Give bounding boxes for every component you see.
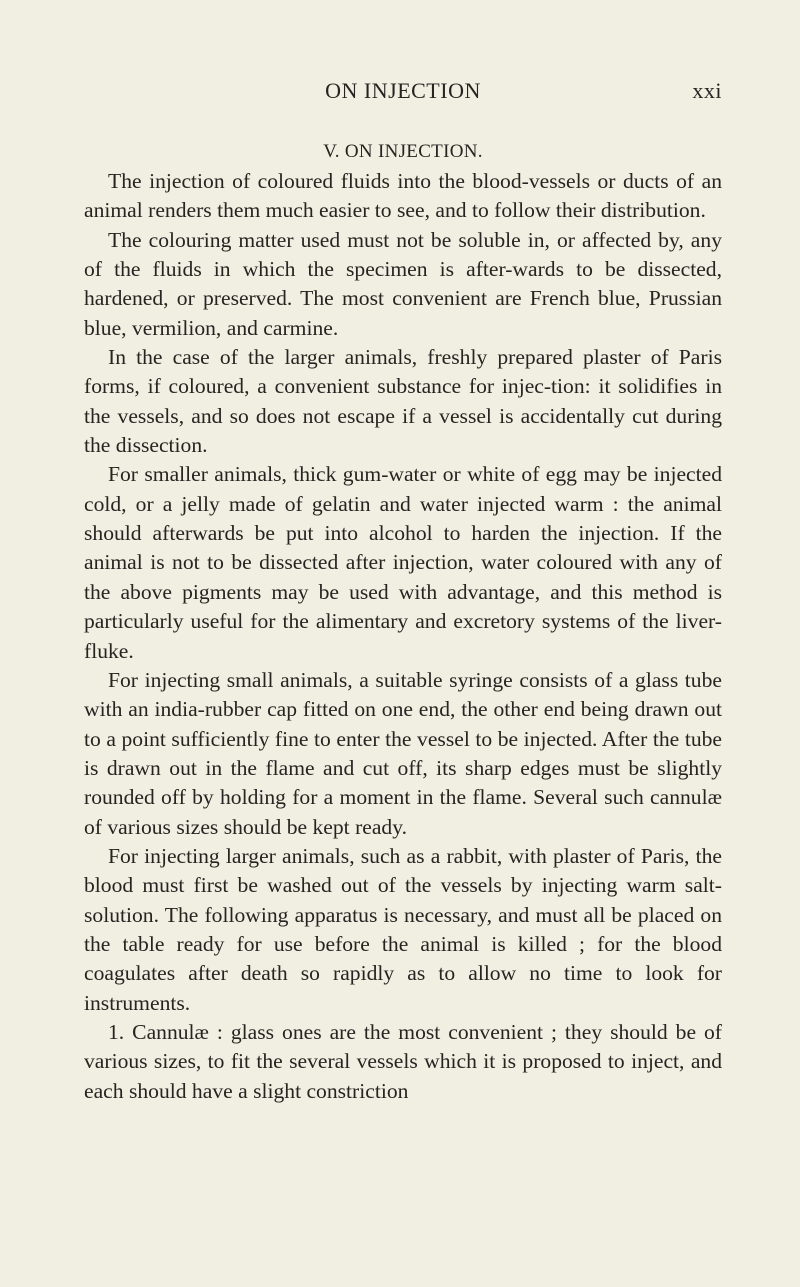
running-title: ON INJECTION bbox=[325, 78, 481, 103]
section-title: V. ON INJECTION. bbox=[323, 141, 483, 162]
body-text bbox=[84, 167, 722, 1106]
page-number: xxi bbox=[692, 78, 722, 103]
paragraph-cannulae: 1. Cannulæ : glass ones are the most convenient ; they should be of various sizes, to fit the several vessels which it is proposed to inject, and each should have a slight constriction bbox=[84, 1019, 722, 1103]
paragraph-smaller-animals: For smaller animals, thick gum-water or white of egg may be injected cold, or a jelly made of gelatin and water injected warm : the animal should afterwards be put into alcohol to harden the injection. If the animal is not to be dissected after injection, water coloured with any of the above pigments may be used with advantage, and this method is particularly useful for the alimentary and excretory systems of the liver-fluke. bbox=[84, 462, 722, 663]
paragraph-apparatus: For injecting larger animals, such as a rabbit, with plaster of Paris, the blood must first be washed out of the vessels by injecting warm salt-solution. The following apparatus is necessary, and must all be placed on the table ready for use before the animal is killed ; for the blood coagulates after death so rapidly as to allow no time to look for instruments. bbox=[84, 843, 722, 1015]
paragraph-larger-animals: In the case of the larger animals, freshly prepared plaster of Paris forms, if coloured, a convenient substance for injec-tion: it solidifies in the vessels, and so does not escape if a vessel is accidentally cut during the dissection. bbox=[84, 345, 722, 458]
paragraph-syringe: For injecting small animals, a suitable syringe consists of a glass tube with an india-rubber cap fitted on one end, the other end being drawn out to a point sufficiently fine to enter the vessel to be injected. After the tube is drawn out in the flame and cut off, its sharp edges must be slightly rounded off by holding for a moment in the flame. Several such cannulæ of various sizes should be kept ready. bbox=[84, 667, 722, 839]
paragraph-colouring-matter: The colouring matter used must not be soluble in, or affected by, any of the fluids in which the specimen is after-wards to be dissected, hardened, or preserved. The most convenient are French blue, Prussian blue, vermilion, and carmine. bbox=[84, 227, 722, 340]
running-head bbox=[84, 78, 722, 108]
paragraph-introduction: The injection of coloured fluids into the blood-vessels or ducts of an animal renders them much easier to see, and to follow their distribution. bbox=[84, 169, 722, 223]
